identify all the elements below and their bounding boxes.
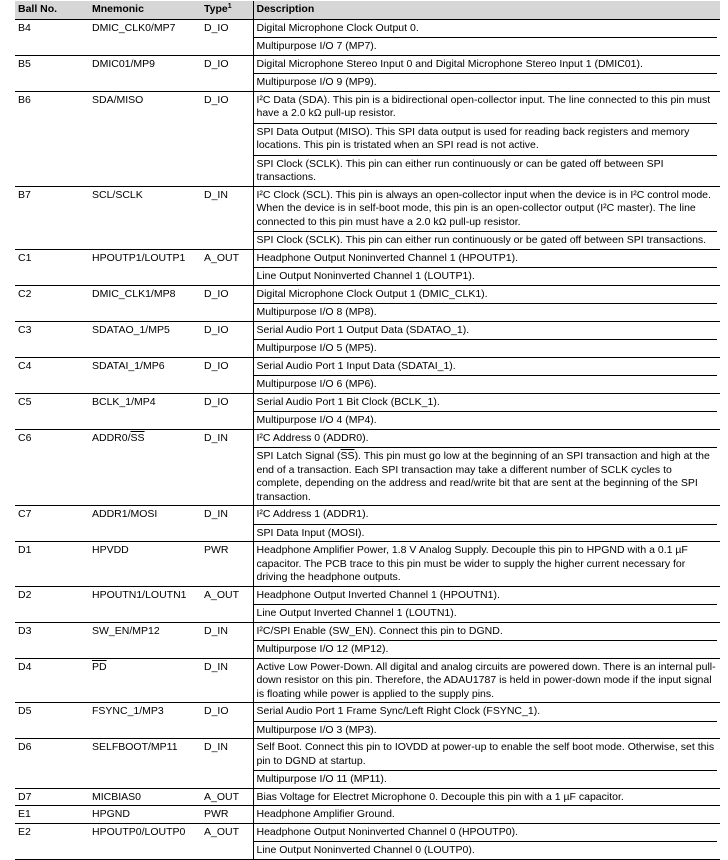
description-line: I²C Data (SDA). This pin is a bidirectional open-collector input. The line connected to this pin must have a 2.0 kΩ pull-up resistor. xyxy=(256,93,711,119)
pin-type: D_IN xyxy=(204,508,228,520)
table-row xyxy=(15,285,720,321)
mnemonic: BCLK_1/MP4 xyxy=(92,395,156,408)
table-row xyxy=(15,739,720,789)
description-line: SPI Latch Signal $(\overline{SS})$. This pin must go low at the beginning of an SPI transaction and high at the end of a transaction. Each SPI transaction may take a different number of SCLK cycles to complete, depending on the address and read/write bit that are sent at the beginning of the SPI transaction. xyxy=(254,447,718,504)
description-line: Bias Voltage for Electret Microphone 0. Decouple this pin with a 1 µF capacitor. xyxy=(256,790,624,803)
ball-number: B4 xyxy=(18,21,31,34)
mnemonic: SDATAO_1/MP5 xyxy=(92,323,170,336)
table-row xyxy=(15,506,720,542)
description-line: Headphone Amplifier Power, 1.8 V Analog Supply. Decouple this pin to HPGND with a 0.1 µF capacitor. The PCB trace to this pin must be wider to supply the higher current necessary for driving the headphone outputs. xyxy=(256,544,688,583)
ball-number: E1 xyxy=(18,808,31,820)
description xyxy=(253,357,720,393)
description-line: Multipurpose I/O 4 (MP4). xyxy=(254,411,718,428)
table-row xyxy=(15,622,720,658)
description xyxy=(253,788,720,806)
description-line: Multipurpose I/O 12 (MP12). xyxy=(254,640,718,657)
table-row xyxy=(15,19,720,55)
description xyxy=(253,506,720,542)
table-row xyxy=(15,55,720,91)
mnemonic: FSYNC_1/MP3 xyxy=(92,705,164,717)
description xyxy=(253,739,720,789)
mnemonic: $ADDR0/\overline{SS}$ xyxy=(92,431,145,444)
table-row xyxy=(15,823,720,859)
ball-number: D1 xyxy=(18,544,32,556)
pin-type: D_IN xyxy=(204,624,228,637)
header-description: Description xyxy=(253,1,720,19)
pin-type: D_IN xyxy=(204,188,228,201)
pin-type: D_IN xyxy=(204,431,228,444)
description-line: SPI Clock (SCLK). This pin can either run continuously or can be gated off between SPI transactions. xyxy=(254,155,718,185)
table-body xyxy=(15,19,720,859)
description-line: Self Boot. Connect this pin to IOVDD at power-up to enable the self boot mode. Otherwise, set this pin to DGND at startup. xyxy=(256,741,715,767)
table-row xyxy=(15,429,720,506)
description-line: Headphone Output Noninverted Channel 0 (HPOUTP0). xyxy=(256,825,518,838)
description-line: Multipurpose I/O 3 (MP3). xyxy=(254,721,718,738)
ball-number: C5 xyxy=(18,395,32,408)
description-line: I²C/SPI Enable (SW_EN). Connect this pin to DGND. xyxy=(256,624,503,637)
pin-type: D_IO xyxy=(204,21,229,34)
pin-type: D_IN xyxy=(204,660,228,673)
description xyxy=(253,622,720,658)
mnemonic: HPGND xyxy=(92,808,130,820)
description-line: Line Output Noninverted Channel 1 (LOUTP1). xyxy=(254,267,718,284)
pin-type: PWR xyxy=(204,808,229,820)
pin-function-table xyxy=(15,1,720,860)
mnemonic: SELFBOOT/MP11 xyxy=(92,741,178,753)
description xyxy=(253,55,720,91)
description-line: Serial Audio Port 1 Bit Clock (BCLK_1). xyxy=(256,395,440,408)
mnemonic: DMIC_CLK0/MP7 xyxy=(92,21,176,34)
table-row xyxy=(15,658,720,703)
description-line: SPI Data Output (MISO). This SPI data output is used for reading back registers and memory locations. This pin is tristated when an SPI read is not active. xyxy=(254,123,718,153)
ball-number: C4 xyxy=(18,359,32,372)
ball-number: C1 xyxy=(18,251,32,264)
ball-number: D3 xyxy=(18,624,32,637)
active-low-signal: $\overline{SS}$ xyxy=(130,431,145,444)
description-line: I²C Address 0 (ADDR0). xyxy=(256,431,369,444)
description-line: Multipurpose I/O 6 (MP6). xyxy=(254,375,718,392)
table-row xyxy=(15,393,720,429)
header-type-text: Type xyxy=(204,3,228,15)
description-line: Multipurpose I/O 5 (MP5). xyxy=(254,339,718,356)
table-row xyxy=(15,249,720,285)
description xyxy=(253,321,720,357)
pin-type: D_IO xyxy=(204,323,229,336)
ball-number: B5 xyxy=(18,57,31,70)
header-mnemonic xyxy=(75,1,201,19)
description-line: Serial Audio Port 1 Output Data (SDATAO_1). xyxy=(256,323,470,336)
description-line: Digital Microphone Clock Output 1 (DMIC_CLK1). xyxy=(256,287,488,300)
description xyxy=(253,806,720,824)
table-row xyxy=(15,806,720,824)
table-row xyxy=(15,357,720,393)
description-line: Multipurpose I/O 7 (MP7). xyxy=(254,37,718,54)
description-line: Serial Audio Port 1 Frame Sync/Left Right Clock (FSYNC_1). xyxy=(256,705,541,717)
description xyxy=(253,703,720,739)
header-mnemonic-text: Mnemonic xyxy=(92,3,144,15)
mnemonic: HPVDD xyxy=(92,544,129,556)
pin-type: D_IO xyxy=(204,395,229,408)
mnemonic: SCL/SCLK xyxy=(92,188,143,201)
description-line: I²C Clock (SCL). This pin is always an open-collector input when the device is in I²C control mode. When the device is in self-boot mode, this pin is an open-collector output (I²C master). The line connected to this pin must have a 2.0 kΩ pull-up resistor. xyxy=(256,188,711,228)
description-line: Line Output Inverted Channel 1 (LOUTN1). xyxy=(254,604,718,621)
ball-number: D2 xyxy=(18,588,32,601)
mnemonic: SDA/MISO xyxy=(92,93,144,106)
description xyxy=(253,823,720,859)
ball-number: B7 xyxy=(18,188,31,201)
description-line: Multipurpose I/O 8 (MP8). xyxy=(254,303,718,320)
table-header-row xyxy=(15,1,720,19)
pin-type: A_OUT xyxy=(204,251,240,264)
ball-number: D7 xyxy=(18,790,32,803)
pin-type: A_OUT xyxy=(204,790,240,803)
description-line: Digital Microphone Clock Output 0. xyxy=(256,21,419,34)
description xyxy=(253,393,720,429)
mnemonic: HPOUTN1/LOUTN1 xyxy=(92,588,187,601)
pin-type: D_IO xyxy=(204,359,229,372)
header-type xyxy=(201,1,253,19)
description xyxy=(253,186,720,249)
description-line: Line Output Noninverted Channel 0 (LOUTP0). xyxy=(254,841,718,858)
description-line: Multipurpose I/O 9 (MP9). xyxy=(254,73,718,90)
description xyxy=(253,249,720,285)
table-row xyxy=(15,788,720,806)
mnemonic: HPOUTP0/LOUTP0 xyxy=(92,825,186,838)
ball-number: C2 xyxy=(18,287,32,300)
mnemonic: HPOUTP1/LOUTP1 xyxy=(92,251,186,264)
mnemonic xyxy=(75,658,201,703)
active-low-signal: $\overline{PD}$ xyxy=(92,660,107,673)
header-type-footnote: 1 xyxy=(227,3,232,10)
description xyxy=(253,542,720,587)
description-line: SPI Clock (SCLK). This pin can either run continuously or be gated off between SPI transactions. xyxy=(254,231,718,248)
table-row xyxy=(15,91,720,186)
table-row xyxy=(15,586,720,622)
ball-number: D5 xyxy=(18,705,32,717)
pin-type: D_IO xyxy=(204,57,229,70)
mnemonic: MICBIAS0 xyxy=(92,790,142,803)
description-line: Serial Audio Port 1 Input Data (SDATAI_1). xyxy=(256,359,456,372)
description-line: Active Low Power-Down. All digital and analog circuits are powered down. There is an internal pull-down resistor on this pin. Therefore, the ADAU1787 is held in power-down mode if the input signal is floating while power is applied to the supply pins. xyxy=(256,660,716,700)
table-row xyxy=(15,321,720,357)
description xyxy=(253,91,720,186)
mnemonic: DMIC_CLK1/MP8 xyxy=(92,287,176,300)
description xyxy=(253,658,720,703)
description-line: Digital Microphone Stereo Input 0 and Digital Microphone Stereo Input 1 (DMIC01). xyxy=(256,57,643,70)
header-ball-no: Ball No. xyxy=(15,1,75,19)
pin-type: D_IN xyxy=(204,741,228,753)
description-line: SPI Data Input (MOSI). xyxy=(254,524,718,541)
description xyxy=(253,19,720,55)
description-line: I²C Address 1 (ADDR1). xyxy=(256,508,369,520)
ball-number: D6 xyxy=(18,741,32,753)
pin-type: D_IO xyxy=(204,93,229,106)
table-row xyxy=(15,703,720,739)
ball-number: C7 xyxy=(18,508,32,520)
pin-type: D_IO xyxy=(204,287,229,300)
mnemonic: DMIC01/MP9 xyxy=(92,57,156,70)
ball-number: D4 xyxy=(18,660,32,673)
description-line: Headphone Output Noninverted Channel 1 (HPOUTP1). xyxy=(256,251,518,264)
ball-number: C6 xyxy=(18,431,32,444)
mnemonic: SW_EN/MP12 xyxy=(92,624,160,637)
pin-type: A_OUT xyxy=(204,588,240,601)
description xyxy=(253,429,720,506)
pin-type: A_OUT xyxy=(204,825,240,838)
table-row xyxy=(15,542,720,587)
description xyxy=(253,285,720,321)
table-row xyxy=(15,186,720,249)
pin-type: D_IO xyxy=(204,705,229,717)
mnemonic: SDATAI_1/MP6 xyxy=(92,359,165,372)
active-low-signal: $\overline{SS}$ xyxy=(340,450,355,462)
description xyxy=(253,586,720,622)
ball-number: C3 xyxy=(18,323,32,336)
ball-number: E2 xyxy=(18,825,31,838)
description-line: Headphone Amplifier Ground. xyxy=(256,808,395,820)
description-line: Headphone Output Inverted Channel 1 (HPOUTN1). xyxy=(256,588,500,601)
ball-number: B6 xyxy=(18,93,31,106)
description-line: Multipurpose I/O 11 (MP11). xyxy=(254,770,718,787)
mnemonic: ADDR1/MOSI xyxy=(92,508,158,520)
pin-type: PWR xyxy=(204,544,229,556)
